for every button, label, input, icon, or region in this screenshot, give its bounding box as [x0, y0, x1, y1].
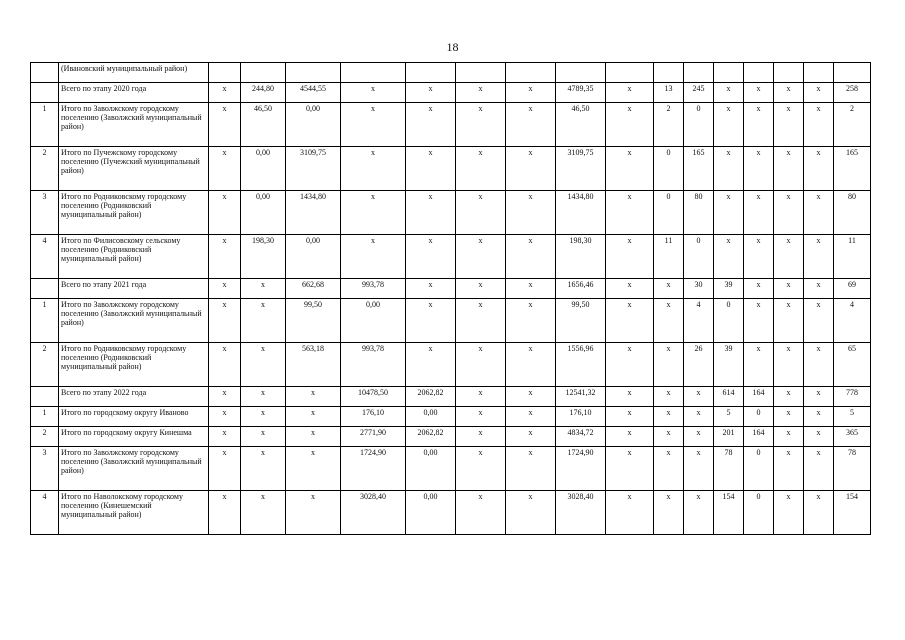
value-cell: 2: [834, 103, 871, 147]
value-cell: [406, 63, 456, 83]
row-number-cell: 3: [31, 191, 59, 235]
value-cell: 11: [654, 235, 684, 279]
value-cell: x: [654, 427, 684, 447]
row-name-cell: Итого по Заволжскому городскому поселению (Заволжский муниципальный район): [59, 447, 209, 491]
value-cell: x: [456, 279, 506, 299]
value-cell: x: [744, 83, 774, 103]
value-cell: x: [744, 191, 774, 235]
value-cell: x: [286, 407, 341, 427]
value-cell: x: [506, 279, 556, 299]
value-cell: 258: [834, 83, 871, 103]
row-number-cell: 3: [31, 447, 59, 491]
value-cell: x: [286, 427, 341, 447]
value-cell: x: [241, 343, 286, 387]
value-cell: x: [241, 387, 286, 407]
value-cell: x: [341, 235, 406, 279]
table-row: [31, 147, 871, 191]
value-cell: x: [606, 491, 654, 535]
value-cell: 0: [684, 103, 714, 147]
value-cell: 1556,96: [556, 343, 606, 387]
value-cell: x: [506, 427, 556, 447]
value-cell: 2771,90: [341, 427, 406, 447]
value-cell: x: [654, 447, 684, 491]
value-cell: x: [241, 279, 286, 299]
table-row: [31, 343, 871, 387]
value-cell: x: [406, 103, 456, 147]
value-cell: x: [804, 191, 834, 235]
value-cell: 198,30: [241, 235, 286, 279]
value-cell: x: [774, 279, 804, 299]
value-cell: 4: [684, 299, 714, 343]
value-cell: x: [654, 491, 684, 535]
value-cell: x: [209, 299, 241, 343]
table-row: [31, 279, 871, 299]
value-cell: 563,18: [286, 343, 341, 387]
value-cell: 365: [834, 427, 871, 447]
value-cell: 2: [654, 103, 684, 147]
value-cell: [606, 63, 654, 83]
value-cell: 0: [684, 235, 714, 279]
value-cell: x: [804, 343, 834, 387]
row-name-cell: Итого по Филисовскому сельскому поселению (Родниковский муниципальный район): [59, 235, 209, 279]
value-cell: [744, 63, 774, 83]
row-name-cell: Итого по Пучежскому городскому поселению (Пучежский муниципальный район): [59, 147, 209, 191]
value-cell: 176,10: [341, 407, 406, 427]
value-cell: x: [774, 491, 804, 535]
value-cell: x: [654, 387, 684, 407]
row-number-cell: 2: [31, 427, 59, 447]
value-cell: x: [804, 299, 834, 343]
value-cell: x: [209, 103, 241, 147]
value-cell: 78: [834, 447, 871, 491]
value-cell: x: [506, 407, 556, 427]
value-cell: [684, 63, 714, 83]
value-cell: x: [684, 491, 714, 535]
value-cell: 4: [834, 299, 871, 343]
value-cell: 201: [714, 427, 744, 447]
value-cell: 0: [744, 491, 774, 535]
value-cell: x: [209, 491, 241, 535]
value-cell: x: [286, 491, 341, 535]
value-cell: [241, 63, 286, 83]
value-cell: x: [341, 191, 406, 235]
value-cell: 198,30: [556, 235, 606, 279]
value-cell: x: [744, 279, 774, 299]
value-cell: x: [654, 299, 684, 343]
row-name-cell: Итого по Заволжскому городскому поселению (Заволжский муниципальный район): [59, 299, 209, 343]
value-cell: x: [456, 447, 506, 491]
value-cell: 614: [714, 387, 744, 407]
value-cell: 1434,80: [556, 191, 606, 235]
value-cell: 1724,90: [556, 447, 606, 491]
value-cell: x: [456, 427, 506, 447]
row-number-cell: 4: [31, 491, 59, 535]
value-cell: x: [506, 147, 556, 191]
value-cell: 65: [834, 343, 871, 387]
value-cell: x: [714, 191, 744, 235]
value-cell: 80: [834, 191, 871, 235]
value-cell: [209, 63, 241, 83]
table-row: [31, 447, 871, 491]
value-cell: 69: [834, 279, 871, 299]
table-row: [31, 299, 871, 343]
row-number-cell: [31, 63, 59, 83]
value-cell: 0,00: [406, 447, 456, 491]
value-cell: x: [684, 427, 714, 447]
row-name-cell: Итого по Наволокскому городскому поселению (Кинешемский муниципальный район): [59, 491, 209, 535]
value-cell: x: [209, 147, 241, 191]
value-cell: 244,80: [241, 83, 286, 103]
value-cell: 154: [714, 491, 744, 535]
value-cell: 1724,90: [341, 447, 406, 491]
value-cell: x: [804, 447, 834, 491]
value-cell: x: [506, 343, 556, 387]
page-number: 18: [446, 40, 459, 54]
table-row: [31, 407, 871, 427]
value-cell: x: [209, 387, 241, 407]
value-cell: x: [209, 235, 241, 279]
value-cell: 0: [714, 299, 744, 343]
row-name-cell: Итого по Родниковскому городскому поселению (Родниковский муниципальный район): [59, 343, 209, 387]
value-cell: x: [456, 407, 506, 427]
value-cell: 39: [714, 279, 744, 299]
row-number-cell: [31, 387, 59, 407]
value-cell: x: [804, 103, 834, 147]
value-cell: x: [684, 447, 714, 491]
value-cell: 164: [744, 427, 774, 447]
data-table: [30, 62, 871, 535]
value-cell: x: [241, 491, 286, 535]
row-name-cell: Всего по этапу 2021 года: [59, 279, 209, 299]
value-cell: x: [774, 387, 804, 407]
value-cell: x: [714, 83, 744, 103]
value-cell: x: [714, 147, 744, 191]
value-cell: x: [341, 83, 406, 103]
value-cell: 39: [714, 343, 744, 387]
value-cell: x: [456, 235, 506, 279]
value-cell: x: [406, 299, 456, 343]
value-cell: x: [774, 447, 804, 491]
value-cell: 0,00: [341, 299, 406, 343]
value-cell: 0: [744, 407, 774, 427]
value-cell: x: [774, 147, 804, 191]
value-cell: x: [744, 235, 774, 279]
row-name-cell: Итого по городскому округу Кинешма: [59, 427, 209, 447]
row-number-cell: 1: [31, 103, 59, 147]
value-cell: 2062,82: [406, 427, 456, 447]
row-name-cell: Итого по Родниковскому городскому поселению (Родниковский муниципальный район): [59, 191, 209, 235]
value-cell: x: [506, 191, 556, 235]
table-row: [31, 427, 871, 447]
value-cell: 164: [744, 387, 774, 407]
value-cell: x: [506, 447, 556, 491]
value-cell: x: [209, 447, 241, 491]
value-cell: x: [774, 191, 804, 235]
table-row: [31, 103, 871, 147]
value-cell: x: [506, 299, 556, 343]
value-cell: x: [209, 343, 241, 387]
value-cell: x: [606, 407, 654, 427]
value-cell: [804, 63, 834, 83]
value-cell: x: [456, 491, 506, 535]
value-cell: x: [406, 191, 456, 235]
row-name-cell: Итого по Заволжскому городскому поселению (Заволжский муниципальный район): [59, 103, 209, 147]
value-cell: 176,10: [556, 407, 606, 427]
table-row: [31, 191, 871, 235]
value-cell: x: [241, 407, 286, 427]
value-cell: 4834,72: [556, 427, 606, 447]
value-cell: 11: [834, 235, 871, 279]
value-cell: 0,00: [241, 147, 286, 191]
value-cell: 0: [654, 147, 684, 191]
value-cell: x: [606, 299, 654, 343]
value-cell: 26: [684, 343, 714, 387]
value-cell: x: [209, 279, 241, 299]
value-cell: 1656,46: [556, 279, 606, 299]
value-cell: 662,68: [286, 279, 341, 299]
value-cell: 5: [834, 407, 871, 427]
value-cell: x: [341, 147, 406, 191]
value-cell: x: [774, 103, 804, 147]
value-cell: x: [684, 387, 714, 407]
value-cell: x: [456, 299, 506, 343]
value-cell: x: [654, 279, 684, 299]
value-cell: x: [774, 83, 804, 103]
value-cell: 165: [834, 147, 871, 191]
row-number-cell: 1: [31, 299, 59, 343]
value-cell: x: [606, 387, 654, 407]
row-number-cell: [31, 279, 59, 299]
value-cell: x: [506, 235, 556, 279]
row-number-cell: 2: [31, 343, 59, 387]
value-cell: 10478,50: [341, 387, 406, 407]
table-row: [31, 83, 871, 103]
value-cell: 245: [684, 83, 714, 103]
value-cell: x: [606, 147, 654, 191]
value-cell: x: [774, 235, 804, 279]
table-row: [31, 63, 871, 83]
value-cell: 5: [714, 407, 744, 427]
value-cell: 778: [834, 387, 871, 407]
value-cell: x: [774, 343, 804, 387]
value-cell: x: [606, 83, 654, 103]
value-cell: 3028,40: [341, 491, 406, 535]
value-cell: x: [714, 235, 744, 279]
value-cell: 2062,82: [406, 387, 456, 407]
value-cell: x: [606, 103, 654, 147]
value-cell: x: [406, 83, 456, 103]
value-cell: x: [744, 299, 774, 343]
row-name-cell: Всего по этапу 2022 года: [59, 387, 209, 407]
value-cell: 154: [834, 491, 871, 535]
value-cell: [556, 63, 606, 83]
value-cell: x: [606, 235, 654, 279]
value-cell: x: [606, 447, 654, 491]
row-name-cell: Итого по городскому округу Иваново: [59, 407, 209, 427]
value-cell: x: [456, 83, 506, 103]
value-cell: x: [744, 147, 774, 191]
row-name-cell: (Ивановский муниципальный район): [59, 63, 209, 83]
value-cell: 993,78: [341, 343, 406, 387]
value-cell: 0,00: [286, 235, 341, 279]
value-cell: x: [606, 343, 654, 387]
value-cell: x: [406, 147, 456, 191]
value-cell: 0,00: [286, 103, 341, 147]
value-cell: x: [714, 103, 744, 147]
value-cell: 3109,75: [556, 147, 606, 191]
row-name-cell: Всего по этапу 2020 года: [59, 83, 209, 103]
value-cell: x: [506, 491, 556, 535]
value-cell: x: [804, 491, 834, 535]
table-row: [31, 387, 871, 407]
value-cell: x: [406, 235, 456, 279]
value-cell: [456, 63, 506, 83]
value-cell: x: [774, 299, 804, 343]
value-cell: [286, 63, 341, 83]
value-cell: 99,50: [286, 299, 341, 343]
value-cell: x: [606, 279, 654, 299]
value-cell: x: [804, 407, 834, 427]
value-cell: [714, 63, 744, 83]
value-cell: 46,50: [556, 103, 606, 147]
value-cell: x: [506, 83, 556, 103]
row-number-cell: 4: [31, 235, 59, 279]
value-cell: 0,00: [241, 191, 286, 235]
value-cell: x: [286, 447, 341, 491]
value-cell: x: [241, 447, 286, 491]
table-row: [31, 235, 871, 279]
value-cell: 165: [684, 147, 714, 191]
value-cell: 13: [654, 83, 684, 103]
value-cell: x: [804, 235, 834, 279]
value-cell: [654, 63, 684, 83]
value-cell: 12541,32: [556, 387, 606, 407]
value-cell: x: [209, 191, 241, 235]
row-number-cell: [31, 83, 59, 103]
value-cell: x: [241, 427, 286, 447]
table-row: [31, 491, 871, 535]
value-cell: x: [804, 83, 834, 103]
value-cell: 46,50: [241, 103, 286, 147]
value-cell: 3109,75: [286, 147, 341, 191]
value-cell: 80: [684, 191, 714, 235]
value-cell: 1434,80: [286, 191, 341, 235]
value-cell: x: [241, 299, 286, 343]
value-cell: x: [744, 103, 774, 147]
value-cell: 3028,40: [556, 491, 606, 535]
value-cell: 0,00: [406, 491, 456, 535]
value-cell: x: [654, 407, 684, 427]
value-cell: x: [456, 343, 506, 387]
value-cell: 99,50: [556, 299, 606, 343]
value-cell: x: [606, 191, 654, 235]
value-cell: x: [506, 387, 556, 407]
value-cell: 0: [744, 447, 774, 491]
value-cell: x: [804, 427, 834, 447]
value-cell: x: [209, 407, 241, 427]
value-cell: 0: [654, 191, 684, 235]
value-cell: x: [456, 191, 506, 235]
value-cell: x: [456, 387, 506, 407]
row-number-cell: 2: [31, 147, 59, 191]
value-cell: x: [506, 103, 556, 147]
value-cell: x: [209, 427, 241, 447]
value-cell: [341, 63, 406, 83]
value-cell: x: [456, 103, 506, 147]
value-cell: 993,78: [341, 279, 406, 299]
value-cell: 4789,35: [556, 83, 606, 103]
value-cell: x: [406, 343, 456, 387]
value-cell: x: [341, 103, 406, 147]
value-cell: 30: [684, 279, 714, 299]
value-cell: x: [654, 343, 684, 387]
value-cell: 78: [714, 447, 744, 491]
row-number-cell: 1: [31, 407, 59, 427]
value-cell: x: [804, 279, 834, 299]
value-cell: x: [774, 407, 804, 427]
value-cell: x: [774, 427, 804, 447]
value-cell: x: [744, 343, 774, 387]
value-cell: 0,00: [406, 407, 456, 427]
value-cell: x: [684, 407, 714, 427]
value-cell: x: [606, 427, 654, 447]
value-cell: [834, 63, 871, 83]
value-cell: x: [209, 83, 241, 103]
value-cell: 4544,55: [286, 83, 341, 103]
value-cell: x: [804, 387, 834, 407]
value-cell: [774, 63, 804, 83]
value-cell: x: [456, 147, 506, 191]
value-cell: x: [286, 387, 341, 407]
value-cell: x: [804, 147, 834, 191]
value-cell: x: [406, 279, 456, 299]
value-cell: [506, 63, 556, 83]
